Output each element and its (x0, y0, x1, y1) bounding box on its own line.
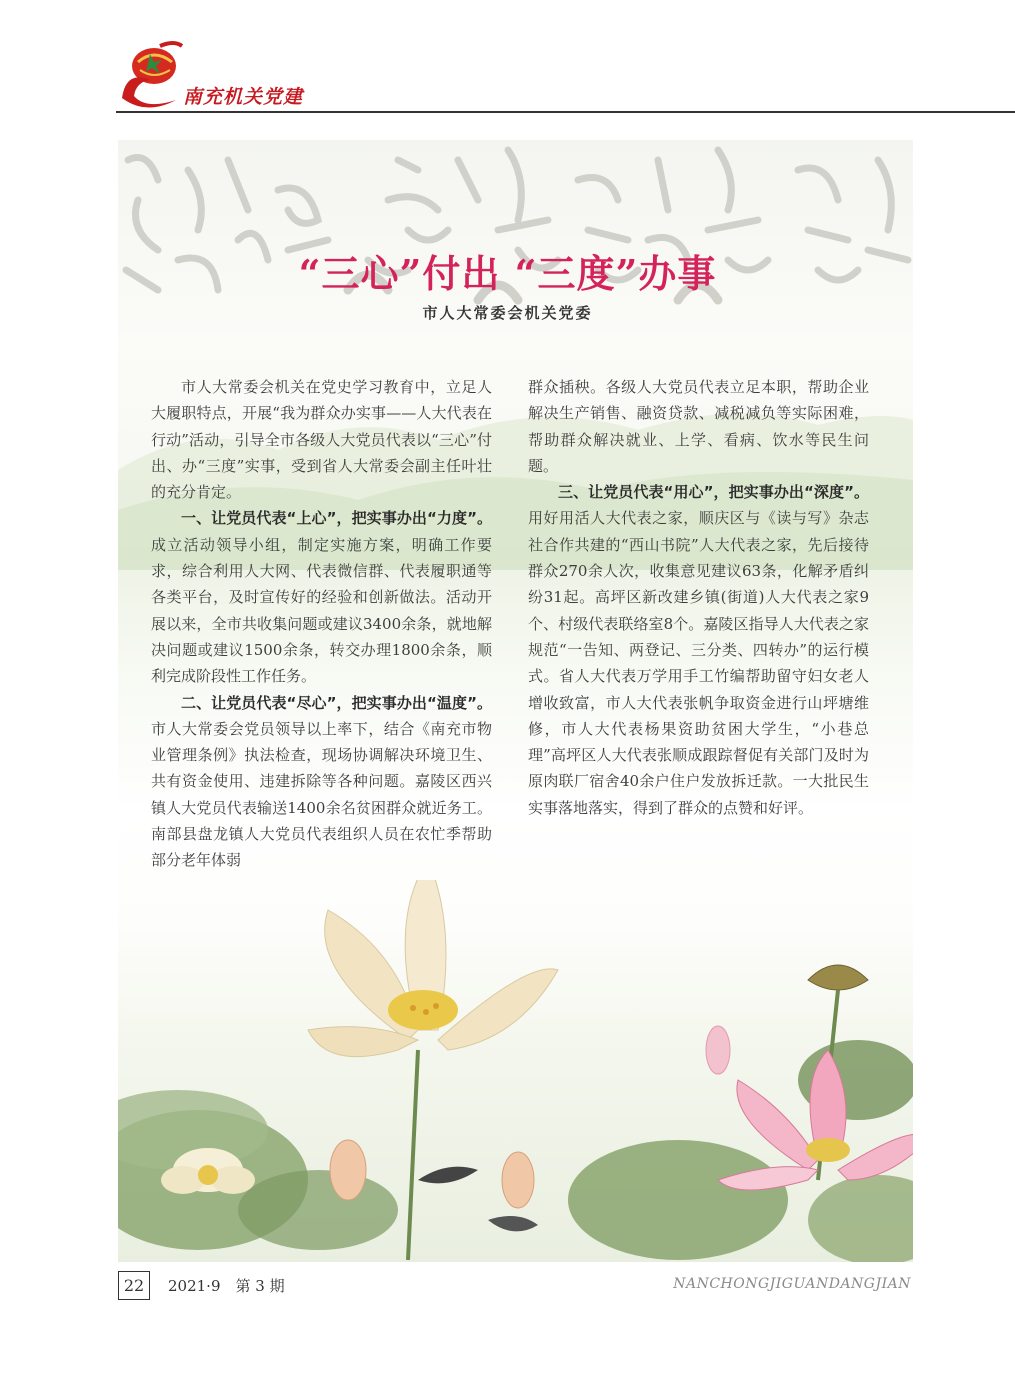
lotus-illustration (118, 880, 913, 1262)
section-1-body: 成立活动领导小组，制定实施方案，明确工作要求，综合利用人大网、代表微信群、代表履职通等各类平台，及时宣传好的经验和创新做法。活动开展以来，全市共收集问题或建议3400余条，就地解决问题或建议1500余条，转交办理1800余条，顺利完成阶段性工作任务。 (151, 535, 492, 686)
page-number: 22 (118, 1271, 150, 1300)
section-2-continued: 群众插秧。各级人大党员代表立足本职，帮助企业解决生产销售、融资贷款、减税减负等实际困难，帮助群众解决就业、上学、看病、饮水等民生问题。 (528, 378, 869, 475)
issue-label: 2021·9 第 3 期 (168, 1277, 285, 1295)
section-2-paragraph (151, 690, 492, 874)
page-header (0, 0, 1015, 115)
intro-paragraph: 市人大常委会机关在党史学习教育中，立足人大履职特点，开展“我为群众办实事——人大代表在行动”活动，引导全市各级人大党员代表以“三心”付出、办“三度”实事，受到省人大常委会副主任叶壮的充分肯定。 (151, 378, 492, 502)
section-3-body: 用好用活人大代表之家，顺庆区与《读与写》杂志社合作共建的“西山书院”人大代表之家，先后接待群众270余人次，收集意见建议63条，化解矛盾纠纷31起。高坪区新改建乡镇(街道)人大代表之家9个、村级代表联络室8个。嘉陵区指导人大代表之家规范“一告知、两登记、三分类、四转办”的运行模式。省人大代表万学用手工竹编帮助留守妇女老人增收致富，市人大代表张帆争取资金进行山坪塘维修，市人大代表杨果资助贫困大学生，“小巷总理”高坪区人大代表张顺成跟踪督促有关部门及时为原肉联厂宿舍40余户住户发放拆迁款。一大批民生实事落地落实，得到了群众的点赞和好评。 (528, 509, 869, 817)
article-title: “三心”付出 “三度”办事 (298, 251, 717, 296)
article-byline: 市人大常委会机关党委 (422, 304, 593, 322)
section-2-body: 市人大常委会党员领导以上率下，结合《南充市物业管理条例》执法检查，现场协调解决环境卫生、共有资金使用、违建拆除等各种问题。嘉陵区西兴镇人大党员代表输送1400余名贫困群众就近务工。南部县盘龙镇人大党员代表组织人员在农忙季帮助部分老年体弱 (151, 719, 492, 870)
left-column (151, 374, 492, 874)
party-logo-icon (116, 40, 186, 112)
section-2-heading: 二、让党员代表“尽心”，把实事办出“温度”。 (181, 693, 492, 712)
section-3-paragraph (528, 479, 869, 821)
magazine-pinyin: NANCHONGJIGUANDANGJIAN (673, 1276, 911, 1292)
right-column (528, 374, 869, 821)
section-1-paragraph (151, 505, 492, 689)
section-3-heading: 三、让党员代表“用心”，把实事办出“深度”。 (558, 483, 869, 502)
header-rule (116, 111, 1015, 113)
section-1-heading: 一、让党员代表“上心”，把实事办出“力度”。 (181, 509, 492, 528)
magazine-name: 南充机关党建 (183, 86, 304, 108)
